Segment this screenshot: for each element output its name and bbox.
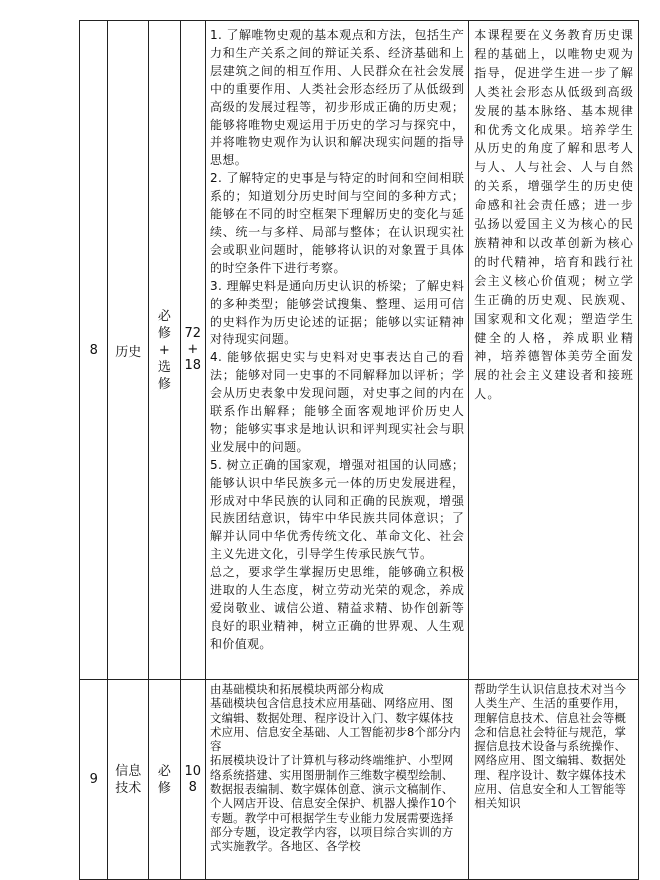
course-type-char: 选 [157,359,171,375]
goal-paragraph: 由基础模块和拓展模块两部分构成 [210,682,384,696]
course-hours-part: 72 [184,326,202,341]
course-type [149,21,181,680]
course-type-char: 必 [157,763,171,779]
course-type-char: 修 [157,325,171,341]
row-number: 8 [80,21,108,680]
course-goals [206,680,469,880]
course-notes [469,680,639,880]
goal-paragraph: 5. 树立正确的国家观，增强对祖国的认同感；能够认识中华民族多元一体的历史发展进程，形成对中华民族的认同和正确的民族观，增强民族团结意识，铸牢中华民族共同体意识；了解并认同中华优秀传统文化、革命文化、社会主义先进文化，引导学生传承民族气节。 [210,457,465,562]
course-goals [206,21,469,680]
subject-name-line: 技术 [115,780,142,796]
course-notes [469,21,639,680]
row-number: 9 [80,680,108,880]
subject-name [108,680,149,880]
course-type-char: 修 [157,376,171,392]
course-type-char: + [158,342,170,358]
goal-paragraph: 4. 能够依据史实与史料对史事表达自己的看法；能够对同一史事的不同解释加以评析；学会从历史表象中发现问题，对史事之间的内在联系作出解释；能够全面客观地评价历史人物；能够实事求是地认识和评判现实社会与职业发展中的问题。 [210,350,465,454]
goal-paragraph: 1. 了解唯物史观的基本观点和方法，包括生产力和生产关系之间的辩证关系、经济基础和上层建筑之间的相互作用、人民群众在社会发展中的重要作用、人类社会形态经历了从低级到高级的发展过程等，初步形成正确的历史观；能够将唯物史观运用于历史的学习与探究中，并将唯物史观作为认识和解决现实问题的指导思想。 [210,28,465,168]
notes-text: 帮助学生认识信息技术对当今人类生产、生活的重要作用，理解信息技术、信息社会等概念和信息社会特征与规范，掌握信息技术设备与系统操作、网络应用、图文编辑、数据处理、程序设计、数字媒体技术应用、信息安全和人工智能等相关知识 [474,682,627,811]
goal-paragraph: 3. 理解史料是通向历史认识的桥梁；了解史料的多种类型；能够尝试搜集、整理、运用可信的史料作为历史论述的证据；能够以实证精神对待现实问题。 [210,278,465,347]
goal-paragraph: 拓展模块设计了计算机与移动终端维护、小型网络系统搭建、实用图册制作三维数字模型绘制、数据报表编制、数字媒体创意、演示文稿制作、个人网店开设、信息安全保护、机器人操作10个专题。教学中可根据学生专业能力发展需要选择部分专题，设定教学内容，以项目综合实训的方式实施教学。各地区、各学校 [210,753,457,854]
course-type [149,680,181,880]
course-hours-part: 10 [184,763,202,779]
course-hours [180,21,205,680]
curriculum-table [79,20,639,880]
goal-paragraph: 2. 了解特定的史事是与特定的时间和空间相联系的；知道划分历史时间与空间的多种方式；能够在不同的时空框架下理解历史的变化与延续、统一与多样、局部与整体；在认识现实社会或职业问题时，能够将认识的对象置于具体的时空条件下进行考察。 [210,171,465,275]
course-hours-part: + [187,342,199,357]
goal-summary: 总之，要求学生掌握历史思维，能够确立积极进取的人生态度，树立劳动光荣的观念，养成爱岗敬业、诚信公道、精益求精、协作创新等良好的职业精神，树立正确的世界观、人生观和价值观。 [210,565,465,651]
table-row-it [80,680,639,880]
course-type-char: 必 [157,308,171,324]
course-hours-part: 18 [184,358,202,373]
table-row-history [80,21,639,680]
course-hours [180,680,205,880]
course-hours-part: 8 [188,779,197,795]
notes-text: 本课程要在义务教育历史课程的基础上，以唯物史观为指导，促进学生进一步了解人类社会形态从低级到高级发展的基本脉络、基本规律和优秀文化成果。培养学生从历史的角度了解和思考人与人、人与社会、人与自然的关系，增强学生的历史使命感和社会责任感；进一步弘扬以爱国主义为核心的民族精神和以改革创新为核心的时代精神，培育和践行社会主义核心价值观；树立学生正确的历史观、民族观、国家观和文化观；塑造学生健全的人格，养成职业精神，培养德智体美劳全面发展的社会主义建设者和接班人。 [474,28,634,402]
subject-name-line: 信息 [115,763,142,779]
course-type-char: 修 [157,780,171,796]
goal-paragraph: 基础模块包含信息技术应用基础、网络应用、图文编辑、数据处理、程序设计入门、数字媒体技术应用、信息安全基础、人工智能初步8个部分内容 [210,696,461,754]
subject-name: 历史 [108,21,149,680]
